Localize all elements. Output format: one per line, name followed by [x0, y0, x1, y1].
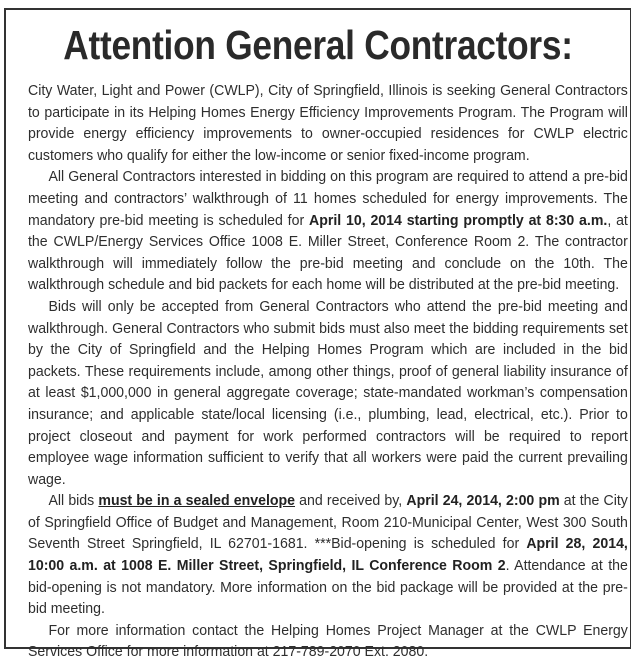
text: at the City of Springfield Office of Budget and Management, Room 210-Municipal Center, West 300 South Seventh Street Springfield, IL 62701-1681. ***Bid-opening is scheduled for: [28, 492, 628, 553]
text: All bids: [48, 492, 99, 510]
notice-title: Attention General Contractors:: [63, 22, 573, 68]
advertisement-notice: [4, 8, 631, 661]
meeting-date: April 10, 2014 starting promptly at 8:30 a.m.: [308, 211, 608, 229]
text: , at the CWLP/Energy Services Office 1008 E. Miller Street, Conference Room 2. The contractor walkthrough will immediately follow the pre-bid meeting and conclude on the 10th. The walkthrough schedule and bid packets for each home will be distributed at the pre-bid meeting.: [28, 211, 628, 294]
paragraph-contact: For more information contact the Helping Homes Project Manager at the CWLP Energy Services Office for more information at 217-789-2070 Ext. 2080.: [28, 621, 628, 661]
sealed-envelope-note: must be in a sealed envelope: [98, 492, 296, 510]
text: . Attendance at the bid-opening is not mandatory. More information on the bid package will be provided at the pre-bid meeting.: [28, 557, 628, 618]
bid-deadline: April 24, 2014, 2:00 pm: [406, 492, 560, 510]
text: All General Contractors interested in bidding on this program are required to attend a pre-bid meeting and contractors’ walkthrough of 11 homes scheduled for energy improvements. The mandatory pre-bid meeting is scheduled for: [28, 168, 628, 229]
paragraph-bid-submission: [28, 490, 628, 620]
paragraph-intro: City Water, Light and Power (CWLP), City of Springfield, Illinois is seeking General Contractors to participate in its Helping Homes Energy Efficiency Improvements Program. The Program will provide energy efficiency improvements to owner-occupied residences for CWLP electric customers who qualify for either the low-income or senior fixed-income program.: [28, 82, 628, 164]
bid-opening-details: April 28, 2014, 10:00 a.m. at 1008 E. Miller Street, Springfield, IL Conference Room 2: [28, 535, 628, 575]
text: and received by,: [295, 492, 407, 510]
paragraph-pre-bid-meeting: [28, 166, 628, 296]
notice-body: [28, 80, 628, 663]
paragraph-requirements: Bids will only be accepted from General Contractors who attend the pre-bid meeting and walkthrough. General Contractors who submit bids must also meet the bidding requirements set by the City of Springfield and the Helping Homes Program which are included in the bid packets. These requirements include, among other things, proof of general liability insurance of at least $1,000,000 in general aggregate coverage; state-mandated workman’s compensation insurance; and applicable state/local licensing (i.e., plumbing, lead, electrical, etc.). Prior to project closeout and payment for work performed contractors will be required to report employee wage information sufficient to verify that all workers were paid the current prevailing wage.: [28, 297, 628, 488]
